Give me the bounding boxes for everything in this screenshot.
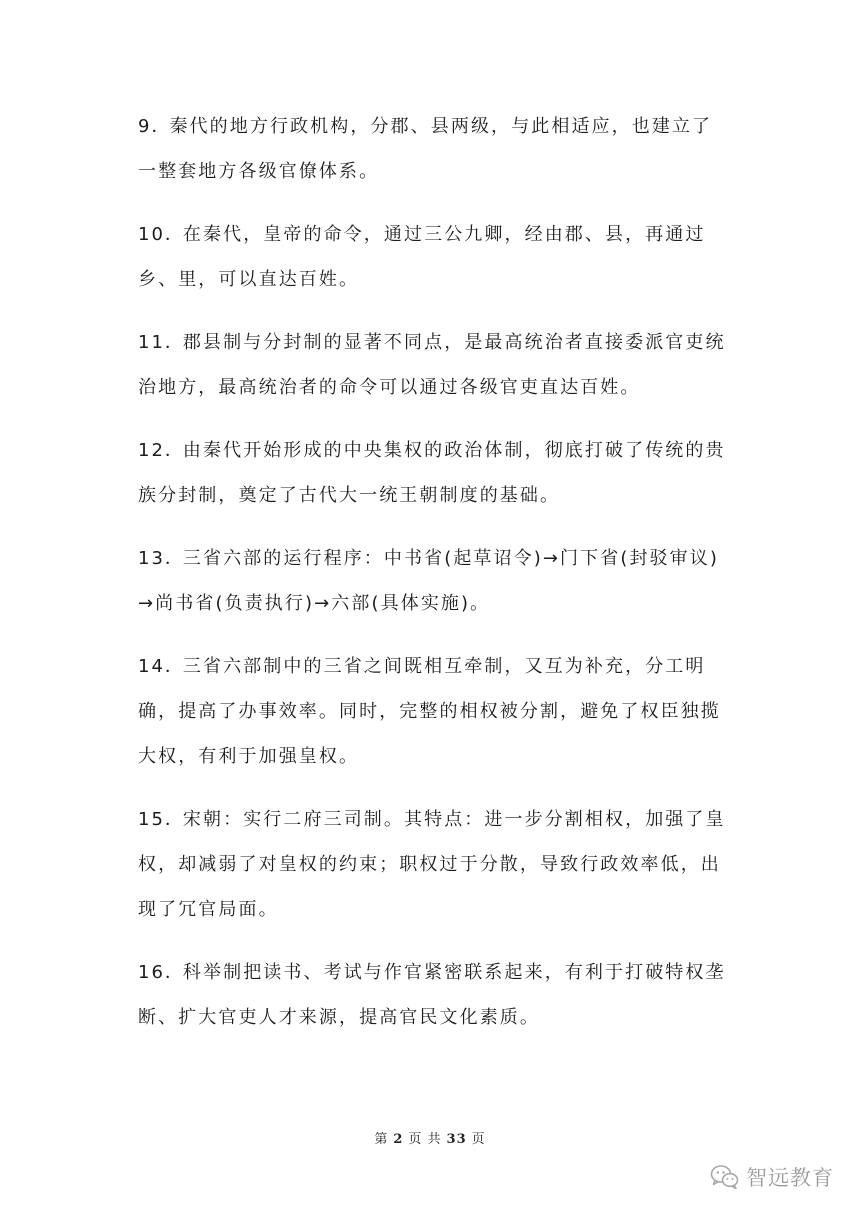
page-footer [0, 1128, 860, 1147]
wechat-icon [710, 1164, 740, 1190]
list-item: 9．秦代的地方行政机构，分郡、县两级，与此相适应，也建立了一整套地方各级官僚体系。 [138, 116, 713, 182]
item-text: 郡县制与分封制的显著不同点，是最高统治者直接委派官吏统治地方，最高统治者的命令可以通过各级官吏直达百姓。 [138, 332, 726, 398]
current-page-number: 2 [393, 1132, 404, 1147]
total-pages-number: 33 [446, 1132, 467, 1147]
item-number: 15 [138, 809, 165, 830]
item-text: 科举制把读书、考试与作官紧密联系起来，有利于打破特权垄断、扩大官吏人才来源，提高官民文化素质。 [138, 962, 726, 1028]
list-item: 12．由秦代开始形成的中央集权的政治体制，彻底打破了传统的贵族分封制，奠定了古代大一统王朝制度的基础。 [138, 440, 726, 506]
list-item: 14．三省六部制中的三省之间既相互牵制，又互为补充，分工明确，提高了办事效率。同时，完整的相权被分割，避免了权臣独揽大权，有利于加强皇权。 [138, 656, 721, 767]
item-number: 12 [138, 440, 165, 461]
item-text: 秦代的地方行政机构，分郡、县两级，与此相适应，也建立了一整套地方各级官僚体系。 [138, 116, 713, 182]
item-number: 10 [138, 224, 165, 245]
list-item: 10．在秦代，皇帝的命令，通过三公九卿，经由郡、县，再通过乡、里，可以直达百姓。 [138, 224, 706, 290]
item-number: 14 [138, 656, 165, 677]
list-item: 11．郡县制与分封制的显著不同点，是最高统治者直接委派官吏统治地方，最高统治者的命令可以通过各级官吏直达百姓。 [138, 332, 726, 398]
watermark [710, 1162, 834, 1192]
item-text: 三省六部的运行程序：中书省(起草诏令)→门下省(封驳审议)→尚书省(负责执行)→六部(具体实施)。 [138, 548, 719, 614]
item-number: 11 [138, 332, 165, 353]
item-number: 16 [138, 962, 165, 983]
watermark-text: 智远教育 [746, 1166, 834, 1190]
item-text: 由秦代开始形成的中央集权的政治体制，彻底打破了传统的贵族分封制，奠定了古代大一统王朝制度的基础。 [138, 440, 726, 506]
footer-prefix: 第 [374, 1132, 389, 1147]
list-item: 15．宋朝：实行二府三司制。其特点：进一步分割相权，加强了皇权，却减弱了对皇权的约束；职权过于分散，导致行政效率低，出现了冗官局面。 [138, 809, 726, 920]
numbered-list [138, 104, 728, 1058]
item-text: 三省六部制中的三省之间既相互牵制，又互为补充，分工明确，提高了办事效率。同时，完整的相权被分割，避免了权臣独揽大权，有利于加强皇权。 [138, 656, 721, 767]
list-item: 13．三省六部的运行程序：中书省(起草诏令)→门下省(封驳审议)→尚书省(负责执行)→六部(具体实施)。 [138, 548, 719, 614]
item-text: 在秦代，皇帝的命令，通过三公九卿，经由郡、县，再通过乡、里，可以直达百姓。 [138, 224, 706, 290]
footer-middle: 页 共 [408, 1132, 442, 1147]
list-item: 16．科举制把读书、考试与作官紧密联系起来，有利于打破特权垄断、扩大官吏人才来源，提高官民文化素质。 [138, 962, 726, 1028]
item-number: 9 [138, 116, 152, 137]
item-text: 宋朝：实行二府三司制。其特点：进一步分割相权，加强了皇权，却减弱了对皇权的约束；职权过于分散，导致行政效率低，出现了冗官局面。 [138, 809, 726, 920]
item-number: 13 [138, 548, 165, 569]
footer-suffix: 页 [471, 1132, 486, 1147]
